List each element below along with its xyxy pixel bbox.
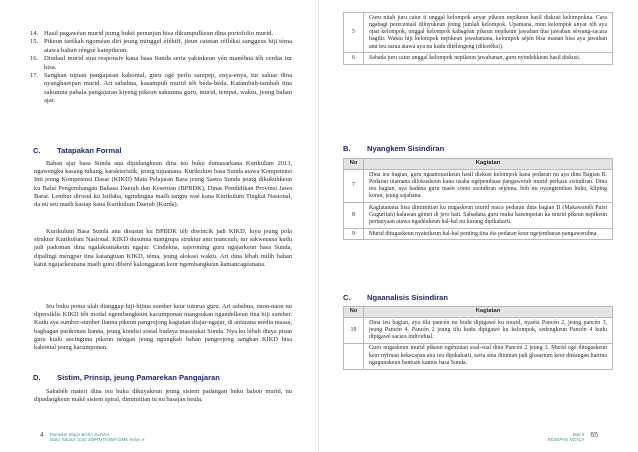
section-heading-b — [343, 144, 444, 153]
list-text: Hasil pagawéan murid jeung bukti penunjun bisa dikumpulkeun dina portofolio murid. — [44, 30, 274, 37]
section-heading-c — [343, 293, 448, 302]
section-letter: C. — [33, 146, 41, 155]
footer-line: RÉSEPAN NGALA — [547, 437, 585, 443]
page-footer — [34, 432, 145, 443]
header-kegiatan: Kagiatan — [364, 307, 613, 318]
list-number: 16. — [30, 55, 39, 63]
activity-table-b — [343, 158, 613, 240]
list-text: Pikeun tarékah ngoméan diri jeung minggel éféktif, jieun catetan réfléksi sanggeus hiji téma atawa bahan réngsé katepikeun. — [44, 38, 292, 54]
paragraph: Kurikulum Basa Sunda anu disusun ku BPBDK téh diwincik jadi KIKD, luyu jeung pola struktur Kurikulum Nasional. KIKD dusunna mangrupa struktur anu manceuh, tur sakweusna kudu jadi padoman dina ngalaksanakeun ngajar. Cindekna, sajeroning guru ngajarkeun basa Sunda, dipalingi méngpar tina katangtuan KIKD, téma, jeung alokasi waktu. Ari dina lébah milih bahan katut ngajarkeunana maéh guru dibéré kalonggaran keur ngembangkeun kamancagéanana. — [34, 228, 292, 268]
row-number: 10 — [344, 318, 364, 344]
header-no: No — [344, 159, 364, 170]
table-row — [344, 170, 613, 203]
table-row — [344, 53, 613, 64]
section-heading-c — [33, 146, 121, 155]
row-number: 5 — [344, 13, 364, 53]
footer-line: Buku Tuturus Guru SMP/MTs/SMA/SMK Kelas X — [49, 437, 145, 443]
paragraph: Ieu buku poma ulah dianggap hiji-hijina sumber keur tuturus guru. Ari sababna, naon-naon nu dipersiklis KIKD téh modal ngembangkeun kacumponan mangsukan ngandelkeun tina hiji sumber. Kudu aya sumber-sumber lianna pikeun pangrojong kagiatan diajar-ngajar, di antarana média massa, bagbagan parikonan lianna, jeung kondisi sosial budaya masarakat Sunda. Nya ku lébah dinya pisan guru kudu ancingnna pikeun néngan jeung ngungkab bahan pangrojong sangkan KIKD bisa kahontal jeung kacumponan. — [34, 303, 292, 352]
list-number: 17. — [30, 72, 39, 80]
section-heading-d — [33, 373, 220, 382]
footer-line: Bab II — [572, 432, 585, 437]
row-number: 9 — [344, 229, 364, 240]
right-page — [319, 0, 638, 452]
table-row — [344, 203, 613, 229]
header-no: No — [344, 307, 364, 318]
row-text: Guru nugaskeun murid pikeun ngémutan soal-soal dina Pancén 2 jeung 3. Murid ogé ditugaskeun keur nyiruan kekecapan anu teu dipikaharti, serta sina dituman jadi glosarium keur ditéangan hartina ngagunakeun bantuan kamus basa Sunda. — [364, 343, 613, 369]
paragraph: Sakabéh materi dina ieu buku dikuyakeun jeung sistem padangan buku babon murid, nu dipadangkeun maké sistem spiral, dimimitian tu nu basajan heula, — [34, 388, 292, 404]
list-item — [30, 55, 292, 72]
list-number: 15. — [30, 38, 39, 46]
footer-title — [547, 432, 584, 443]
row-text: Sabada juru catur unggal kelompok nepikeun jawabanan, guru nyindekkeun hasil diskusi. — [364, 53, 613, 64]
list-text: Diudaul murid sina responsiv kana basa Sunda serta yakinkeun yén manéhna téh cerdas tur bisa. — [44, 55, 292, 71]
table-row — [344, 343, 613, 369]
list-item — [30, 72, 292, 106]
table-row — [344, 13, 613, 53]
list-item — [30, 38, 292, 55]
footer-line: Pamekar Diajar BASA SUNDA — [49, 432, 110, 437]
row-text: Dina ieu bagian, aya tilu pancén nu kudu dipigawé ku murid, nyaéta Pancén 2, jeung pancén 3, jeung Pancén 4. Pancén 2 jeung tilu kudu dipigawé ku kelompok, sedengkeun Pancén 4 kudu dipigawé sacara individual. — [364, 318, 613, 344]
table-header-row — [344, 307, 613, 318]
section-letter: C. — [343, 293, 351, 302]
row-text: Kagiatanana bisa dimimitian ku nugaskeun murid maca pedaran dina bagian B (Makawanéh Puisi Guguritan) kalawan gémet di jero hati. Sabadana guru muku kasempetan ka murid pikeun nepikeun pertanyaan atawa ngadéukeun hal-hal nu kurang dipikaharti. — [364, 203, 613, 229]
table-header-row — [344, 159, 613, 170]
activity-table-c — [343, 306, 613, 370]
section-title: Ngaanalisis Sisindiran — [367, 293, 449, 302]
row-number — [344, 343, 364, 369]
row-number: 6 — [344, 53, 364, 64]
header-kegiatan: Kagiatan — [364, 159, 613, 170]
section-title: Nyangkem Sisindiran — [367, 144, 445, 153]
list-item — [30, 30, 292, 38]
page-number: 4 — [40, 432, 44, 439]
section-letter: B. — [343, 144, 351, 153]
page-footer — [547, 432, 604, 443]
section-title: Sistim, Prinsip, jeung Pamarekan Pangajaran — [57, 373, 220, 382]
table-row — [344, 318, 613, 344]
numbered-list — [30, 30, 292, 106]
activity-table-top — [343, 12, 613, 65]
footer-title — [50, 432, 145, 443]
row-text: Guru nitah juru catur ti unggal kelompok anyar pikeun nepikeun hasil diskusi kelompokna. Cara ngabagi perecentasi diluyukeun jeung jumlah kelompok. Upamana, mun kelompok anyar téh aya opat kelompok, unggal kelompok kabagéan pikeun nepikeun jawaban dua jawaban séwang-sacara bagilir. Waktu hiji kelompok nepikeun jawabanana, kelompok séjén bisa manan bisa aya jawaban anu teu sarua atawa aya nu kudu ditéléngeng (dikoréksi). — [364, 13, 613, 53]
section-letter: D. — [33, 373, 41, 382]
list-text: Sangkan tujuan pangajaran kahontal, guru ogé perlu sarepep, enya-enya, tur saluar dina nyangharepan murid. Ari sababna, kasampuh murid téh béda-béda. Katambah-tambah tina sakumna pahala pangajaran kiyeng pikeun sakumna guru, murid, tempat, waktu, jeung bahan ajar. — [44, 72, 292, 105]
list-number: 14. — [30, 30, 39, 37]
row-number: 7 — [344, 170, 364, 203]
row-number: 8 — [344, 203, 364, 229]
section-title: Tatapakan Formal — [57, 146, 122, 155]
paragraph: Bahan ajar basa Sunda anu dipidangkeun dina ieu buku dumasarkana Kurikulum 2013, ngawengku kasang tukang, karakteristik, jeung tujuanana. Kurikulum basa Sunda atawa Kompetensi Inti jeung Kompetensi Dasar (KIKD) Mata Pelajaran Basa jeung Sastra Sunda jeung dikukuhkeun ku Balai Pengembangan Bahasa Daerah dan Kesenian (BPBDK), Dinas Pendidikan Provinsi Jawa Barat. Lembur dirosul ku Istilaha, ngindingna maéh tangtu waé kana Kurikulum Tingkat Nasional, da nu seu maéh kasiap kana Kurikulum Daerah (Kurda). — [34, 160, 292, 209]
row-text: Dina ieu bagian, guru ngaanotasikeun hasil diskusi kelompok kana pedaran nu aya dina Bagian B. Pedaran utamana dilokuskeun kana usaha ngépembasa pangaweruh murid perkara sisindiran. Dina ieu bagian, aya hadéna guru maén conto sisindiran séjénna, boh nu nyangtemban buku, kliping koran, jeung sajabana. — [364, 170, 613, 203]
page-number: 65 — [590, 432, 598, 439]
row-text: Murid ditugaskeun nyatetkeun hal-hal penting tina éta pedaran keur ngejembaran pangaweruhna. — [364, 229, 613, 240]
table-row — [344, 229, 613, 240]
